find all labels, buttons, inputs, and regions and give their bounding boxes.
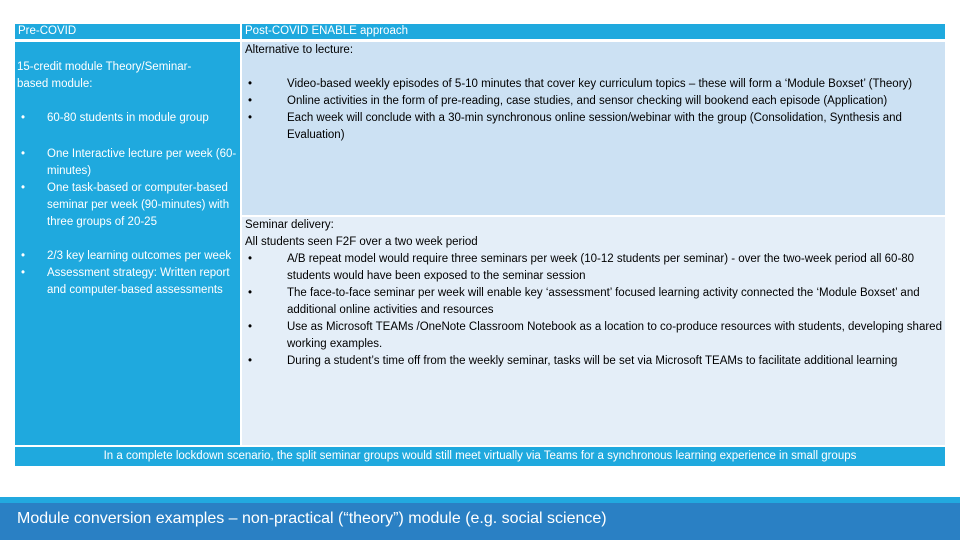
list-item: • Video-based weekly episodes of 5-10 minutes that cover key curriculum topics – these will form a ‘Module Boxset’ (Theory) bbox=[245, 76, 942, 93]
bullet-icon: • bbox=[20, 250, 26, 262]
header-post-covid: Post-COVID ENABLE approach bbox=[242, 24, 945, 39]
bullet-icon: • bbox=[20, 148, 26, 160]
bullet-icon: • bbox=[247, 287, 253, 299]
list-item: • One Interactive lecture per week (60-minutes) bbox=[17, 146, 238, 180]
slide-title: Module conversion examples – non-practical (“theory”) module (e.g. social science) bbox=[17, 510, 607, 527]
list-item: • Each week will conclude with a 30-min synchronous online session/webinar with the group (Consolidation, Synthesis and Evaluation) bbox=[245, 110, 942, 144]
bullet-icon: • bbox=[247, 95, 253, 107]
list-item: • One task-based or computer-based seminar per week (90-minutes) with three groups of 20-25 bbox=[17, 180, 238, 231]
bullet-icon: • bbox=[20, 182, 26, 194]
slide-title-bar bbox=[0, 503, 960, 540]
bullet-icon: • bbox=[247, 355, 253, 367]
seminar-subheading: All students seen F2F over a two week period bbox=[245, 236, 478, 248]
seminar-heading: Seminar delivery: bbox=[245, 219, 334, 231]
post-covid-seminar-cell bbox=[242, 217, 945, 445]
list-item: • Assessment strategy: Written report and computer-based assessments bbox=[17, 265, 238, 299]
list-item: • 60-80 students in module group bbox=[17, 110, 238, 127]
list-item: • Use as Microsoft TEAMs /OneNote Classroom Notebook as a location to co-produce resources with students, developing shared working examples. bbox=[245, 319, 942, 353]
bullet-icon: • bbox=[20, 267, 26, 279]
list-item: • A/B repeat model would require three seminars per week (10-12 students per seminar) - over the two-week period all 60-80 students would have been exposed to the seminar session bbox=[245, 251, 942, 285]
list-item: • The face-to-face seminar per week will enable key ‘assessment’ focused learning activity connected the ‘Module Boxset’ and additional online activities and resources bbox=[245, 285, 942, 319]
lecture-heading: Alternative to lecture: bbox=[245, 44, 354, 56]
lockdown-footer: In a complete lockdown scenario, the split seminar groups would still meet virtually via Teams for a synchronous learning experience in small groups bbox=[15, 447, 945, 466]
bullet-icon: • bbox=[20, 112, 26, 124]
bullet-icon: • bbox=[247, 253, 253, 265]
lecture-list bbox=[245, 76, 942, 144]
list-item: • Online activities in the form of pre-reading, case studies, and sensor checking will bookend each episode (Application) bbox=[245, 93, 942, 110]
bullet-icon: • bbox=[247, 112, 253, 124]
bullet-icon: • bbox=[247, 78, 253, 90]
list-item: • 2/3 key learning outcomes per week bbox=[17, 248, 238, 265]
pre-covid-cell bbox=[15, 42, 240, 445]
bullet-icon: • bbox=[247, 321, 253, 333]
seminar-list bbox=[245, 251, 942, 370]
pre-covid-intro: 15-credit module Theory/Seminar-based module: bbox=[17, 61, 192, 90]
header-pre-covid: Pre-COVID bbox=[15, 24, 240, 39]
post-covid-lecture-cell bbox=[242, 42, 945, 215]
pre-covid-list bbox=[17, 110, 238, 299]
list-item: • During a student’s time off from the weekly seminar, tasks will be set via Microsoft TEAMs to facilitate additional learning bbox=[245, 353, 942, 370]
